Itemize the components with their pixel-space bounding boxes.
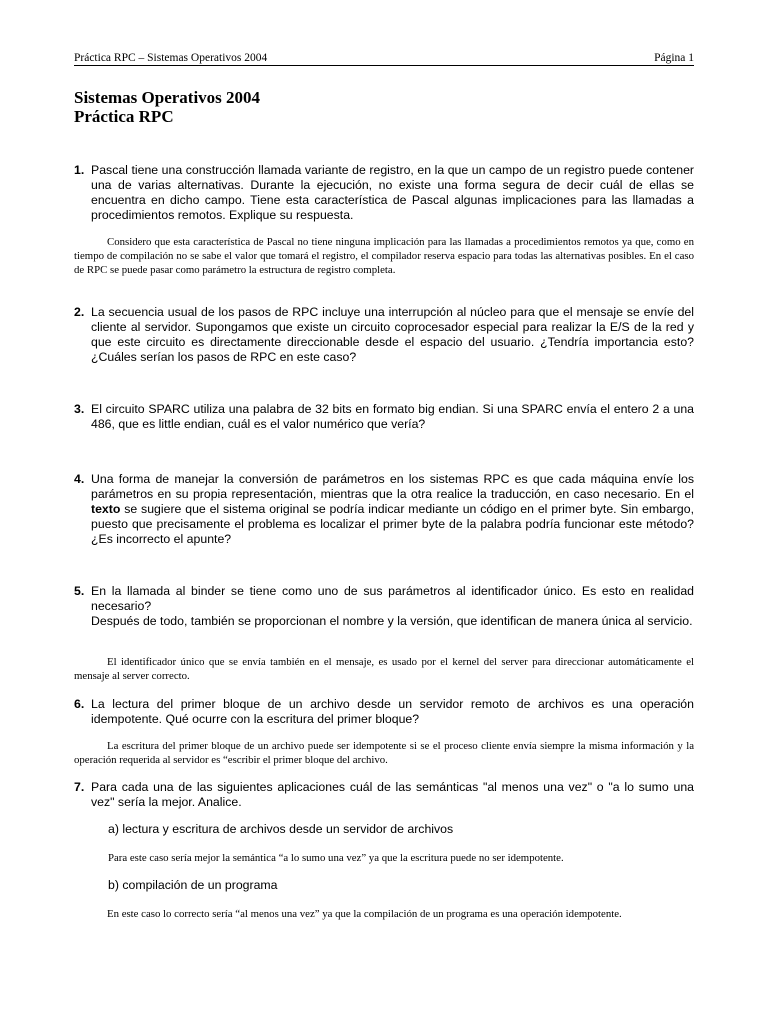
question-number: 3. (74, 402, 85, 416)
question-number: 6. (74, 697, 85, 711)
question-7 (74, 780, 694, 810)
question-text: La lectura del primer bloque de un archivo desde un servidor remoto de archivos es una operación idempotente. Qué ocurre con la escritura del primer bloque? (91, 697, 694, 726)
question-5 (74, 584, 694, 629)
question-3 (74, 402, 694, 432)
question-number: 2. (74, 305, 85, 319)
header-title: Práctica RPC – Sistemas Operativos 2004 (74, 52, 268, 64)
title-line-2: Práctica RPC (74, 107, 174, 126)
answer-5: El identificador único que se envía también en el mensaje, es usado por el kernel del server para direccionar automáticamente el mensaje al server correcto. (74, 656, 694, 682)
question-text-bold: texto (91, 502, 121, 516)
question-text-2: Después de todo, también se proporcionan el nombre y la versión, que identifican de manera única al servicio. (91, 614, 693, 628)
question-text-before: Una forma de manejar la conversión de parámetros en los sistemas RPC es que cada máquina envíe los parámetros en su propia representación, mientras que la otra realice la traducción, en caso necesario. En el (91, 472, 694, 501)
question-4 (74, 472, 694, 547)
item-a-answer: Para este caso sería mejor la semántica “a lo sumo una vez” ya que la escritura puede no ser idempotente. (108, 852, 564, 864)
question-text: La secuencia usual de los pasos de RPC incluye una interrupción al núcleo para que el mensaje se envíe del cliente al servidor. Supongamos que existe un circuito coprocesador especial para realizar la E/S de la red y que este circuito es directamente direccionable desde el espacio del usuario. ¿Tendría importancia esto? ¿Cuáles serían los pasos de RPC en este caso? (91, 305, 694, 364)
question-text: En la llamada al binder se tiene como uno de sus parámetros al identificador único. Es esto en realidad necesario? (91, 584, 694, 613)
header-page-number: Página 1 (654, 52, 694, 64)
document-title (74, 88, 260, 126)
question-number: 7. (74, 780, 85, 794)
question-2 (74, 305, 694, 365)
question-text: Para cada una de las siguientes aplicaciones cuál de las semánticas "al menos una vez" o "a lo sumo una vez" sería la mejor. Analice. (91, 780, 694, 809)
answer-1: Considero que esta característica de Pascal no tiene ninguna implicación para las llamadas a procedimientos remotos ya que, como en tiempo de compilación no se sabe el valor que tomará el registro, el compilador reserva espacio para todas las alternativas posibles. En el caso de RPC se puede pasar como parámetro la estructura de registro completa. (74, 236, 694, 276)
page-header (74, 51, 694, 66)
item-a-label: a) lectura y escritura de archivos desde un servidor de archivos (108, 822, 454, 836)
question-6 (74, 697, 694, 727)
item-b-label: b) compilación de un programa (108, 878, 278, 892)
question-number: 5. (74, 584, 85, 598)
question-text: Pascal tiene una construcción llamada variante de registro, en la que un campo de un registro puede contener una de varias alternativas. Durante la ejecución, no existe una forma segura de decir cuál de ellas se encuentra en dicho campo. Tiene esta característica de Pascal algunas implicaciones para las llamadas a procedimientos remotos. Explique su respuesta. (91, 163, 694, 222)
answer-6: La escritura del primer bloque de un archivo puede ser idempotente si se el proceso cliente envía siempre la misma información y la operación requerida al servidor es “escribir el primer bloque del archivo. (74, 740, 694, 766)
question-number: 1. (74, 163, 85, 177)
question-1 (74, 163, 694, 223)
title-line-1: Sistemas Operativos 2004 (74, 88, 261, 107)
question-text-after: se sugiere que el sistema original se podría indicar mediante un código en el primer byte. Sin embargo, puesto que precisamente el problema es localizar el primer byte de la palabra podría funcionar este método? ¿Es incorrecto el apunte? (91, 502, 694, 546)
question-text: El circuito SPARC utiliza una palabra de 32 bits en formato big endian. Si una SPARC envía el entero 2 a una 486, que es little endian, cuál es el valor numérico que vería? (91, 402, 694, 431)
item-b-answer: En este caso lo correcto sería “al menos una vez” ya que la compilación de un programa es una operación idempotente. (107, 908, 622, 920)
question-number: 4. (74, 472, 85, 486)
